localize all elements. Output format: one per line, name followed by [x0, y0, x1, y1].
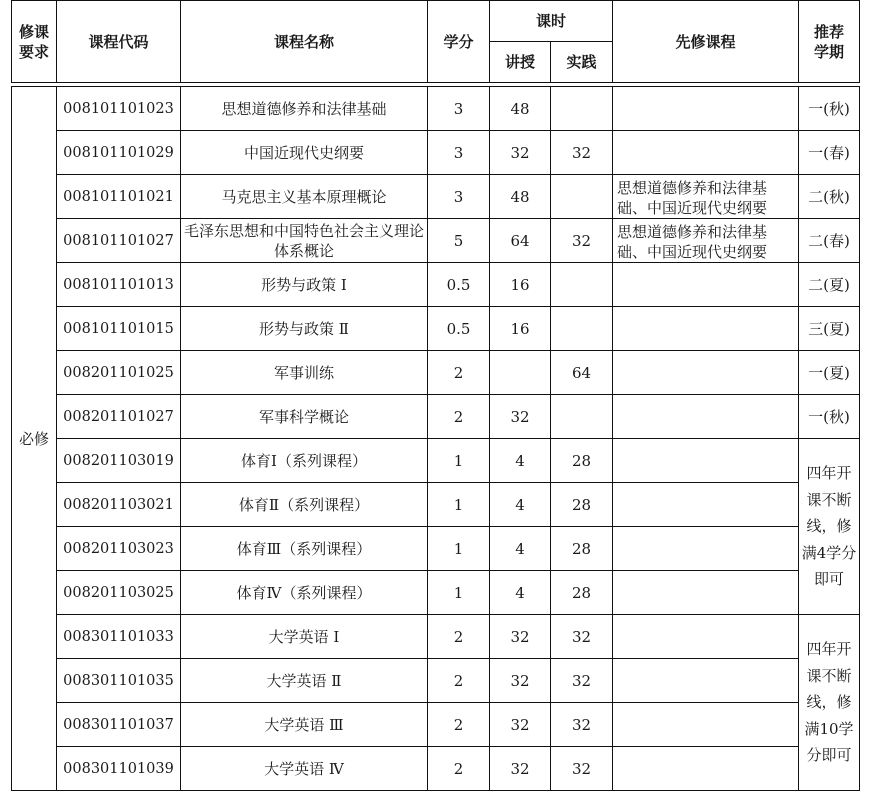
practice-hours-cell: 64: [551, 351, 613, 395]
prerequisite-cell: [613, 351, 799, 395]
lecture-hours-cell: 16: [490, 263, 551, 307]
credit-cell: 1: [428, 571, 490, 615]
table-row: [12, 131, 860, 175]
course-name-cell: 毛泽东思想和中国特色社会主义理论体系概论: [181, 219, 428, 263]
table-row: [12, 571, 860, 615]
credit-cell: 3: [428, 131, 490, 175]
table-row: [12, 527, 860, 571]
header-hours: 课时: [490, 1, 613, 42]
table-row: [12, 263, 860, 307]
header-course-name: 课程名称: [181, 1, 428, 83]
table-row: [12, 219, 860, 263]
course-name-cell: 大学英语 Ⅱ: [181, 659, 428, 703]
lecture-hours-cell: 32: [490, 747, 551, 791]
header-lecture: 讲授: [490, 42, 551, 83]
practice-hours-cell: 28: [551, 571, 613, 615]
credit-cell: 1: [428, 527, 490, 571]
recommended-term-cell: 一(秋): [799, 87, 860, 131]
practice-hours-cell: [551, 395, 613, 439]
lecture-hours-cell: 48: [490, 175, 551, 219]
course-code-cell: 008101101021: [57, 175, 181, 219]
course-name-cell: 体育Ⅰ（系列课程）: [181, 439, 428, 483]
course-code-cell: 008201103025: [57, 571, 181, 615]
prerequisite-cell: [613, 659, 799, 703]
prerequisite-cell: [613, 483, 799, 527]
table-row: [12, 395, 860, 439]
course-name-cell: 中国近现代史纲要: [181, 131, 428, 175]
table-row: [12, 659, 860, 703]
practice-hours-cell: 32: [551, 747, 613, 791]
table-row: [12, 747, 860, 791]
lecture-hours-cell: 32: [490, 615, 551, 659]
practice-hours-cell: 28: [551, 483, 613, 527]
lecture-hours-cell: 16: [490, 307, 551, 351]
course-code-cell: 008201101027: [57, 395, 181, 439]
lecture-hours-cell: 32: [490, 659, 551, 703]
header-course-code: 课程代码: [57, 1, 181, 83]
credit-cell: 2: [428, 395, 490, 439]
prerequisite-cell: [613, 615, 799, 659]
course-code-cell: 008201101025: [57, 351, 181, 395]
prerequisite-cell: [613, 439, 799, 483]
course-code-cell: 008201103019: [57, 439, 181, 483]
english-term-note: 四年开课不断线，修满10学分即可: [799, 615, 860, 791]
practice-hours-cell: 32: [551, 703, 613, 747]
course-code-cell: 008101101027: [57, 219, 181, 263]
course-code-cell: 008201103023: [57, 527, 181, 571]
lecture-hours-cell: 4: [490, 483, 551, 527]
lecture-hours-cell: 32: [490, 703, 551, 747]
practice-hours-cell: 32: [551, 131, 613, 175]
table-row: [12, 483, 860, 527]
header-requirement: [12, 1, 57, 83]
practice-hours-cell: 28: [551, 439, 613, 483]
prerequisite-cell: [613, 87, 799, 131]
lecture-hours-cell: 64: [490, 219, 551, 263]
table-row: [12, 439, 860, 483]
course-code-cell: 008101101023: [57, 87, 181, 131]
credit-cell: 2: [428, 615, 490, 659]
credit-cell: 1: [428, 439, 490, 483]
practice-hours-cell: [551, 87, 613, 131]
credit-cell: 1: [428, 483, 490, 527]
credit-cell: 3: [428, 87, 490, 131]
course-code-cell: 008301101039: [57, 747, 181, 791]
table-row: [12, 351, 860, 395]
lecture-hours-cell: [490, 351, 551, 395]
prerequisite-cell: [613, 747, 799, 791]
credit-cell: 2: [428, 659, 490, 703]
recommended-term-cell: 三(夏): [799, 307, 860, 351]
course-code-cell: 008301101037: [57, 703, 181, 747]
course-name-cell: 思想道德修养和法律基础: [181, 87, 428, 131]
course-name-cell: 大学英语 Ⅰ: [181, 615, 428, 659]
credit-cell: 3: [428, 175, 490, 219]
course-name-cell: 大学英语 Ⅳ: [181, 747, 428, 791]
requirement-cell: 必修: [12, 87, 57, 791]
practice-hours-cell: 32: [551, 659, 613, 703]
prerequisite-cell: [613, 263, 799, 307]
practice-hours-cell: 28: [551, 527, 613, 571]
prerequisite-cell: 思想道德修养和法律基础、中国近现代史纲要: [613, 219, 799, 263]
prerequisite-cell: [613, 131, 799, 175]
practice-hours-cell: [551, 263, 613, 307]
credit-cell: 2: [428, 351, 490, 395]
course-name-cell: 体育Ⅱ（系列课程）: [181, 483, 428, 527]
prerequisite-cell: [613, 703, 799, 747]
table-row: [12, 703, 860, 747]
prerequisite-cell: [613, 527, 799, 571]
course-code-cell: 008101101029: [57, 131, 181, 175]
course-code-cell: 008201103021: [57, 483, 181, 527]
lecture-hours-cell: 4: [490, 439, 551, 483]
header-requirement-line1: 修课: [18, 22, 49, 41]
course-code-cell: 008101101013: [57, 263, 181, 307]
prerequisite-cell: [613, 307, 799, 351]
practice-hours-cell: 32: [551, 615, 613, 659]
recommended-term-cell: 一(春): [799, 131, 860, 175]
lecture-hours-cell: 4: [490, 527, 551, 571]
course-name-cell: 形势与政策 Ⅱ: [181, 307, 428, 351]
lecture-hours-cell: 32: [490, 395, 551, 439]
header-row: [12, 1, 860, 42]
lecture-hours-cell: 32: [490, 131, 551, 175]
header-recommended-term: [799, 1, 860, 83]
course-name-cell: 体育Ⅳ（系列课程）: [181, 571, 428, 615]
course-name-cell: 马克思主义基本原理概论: [181, 175, 428, 219]
course-name-cell: 形势与政策 Ⅰ: [181, 263, 428, 307]
practice-hours-cell: [551, 175, 613, 219]
recommended-term-cell: 一(秋): [799, 395, 860, 439]
recommended-term-cell: 二(春): [799, 219, 860, 263]
lecture-hours-cell: 4: [490, 571, 551, 615]
credit-cell: 0.5: [428, 263, 490, 307]
practice-hours-cell: 32: [551, 219, 613, 263]
course-name-cell: 体育Ⅲ（系列课程）: [181, 527, 428, 571]
prerequisite-cell: 思想道德修养和法律基础、中国近现代史纲要: [613, 175, 799, 219]
table-row: [12, 615, 860, 659]
course-name-cell: 大学英语 Ⅲ: [181, 703, 428, 747]
header-credit: 学分: [428, 1, 490, 83]
recommended-term-cell: 一(夏): [799, 351, 860, 395]
table-row: [12, 307, 860, 351]
recommended-term-cell: 二(秋): [799, 175, 860, 219]
header-term-line2: 学期: [813, 42, 844, 61]
lecture-hours-cell: 48: [490, 87, 551, 131]
prerequisite-cell: [613, 571, 799, 615]
practice-hours-cell: [551, 307, 613, 351]
course-code-cell: 008301101033: [57, 615, 181, 659]
header-term-line1: 推荐: [813, 22, 844, 41]
course-name-cell: 军事科学概论: [181, 395, 428, 439]
table-row: [12, 87, 860, 131]
course-table: [11, 0, 860, 791]
course-code-cell: 008301101035: [57, 659, 181, 703]
table-row: [12, 175, 860, 219]
credit-cell: 2: [428, 703, 490, 747]
recommended-term-cell: 二(夏): [799, 263, 860, 307]
credit-cell: 5: [428, 219, 490, 263]
prerequisite-cell: [613, 395, 799, 439]
header-requirement-line2: 要求: [18, 42, 49, 61]
credit-cell: 0.5: [428, 307, 490, 351]
header-practice: 实践: [551, 42, 613, 83]
course-code-cell: 008101101015: [57, 307, 181, 351]
credit-cell: 2: [428, 747, 490, 791]
header-prerequisite: 先修课程: [613, 1, 799, 83]
course-name-cell: 军事训练: [181, 351, 428, 395]
pe-term-note: 四年开课不断线，修满4学分即可: [799, 439, 860, 615]
